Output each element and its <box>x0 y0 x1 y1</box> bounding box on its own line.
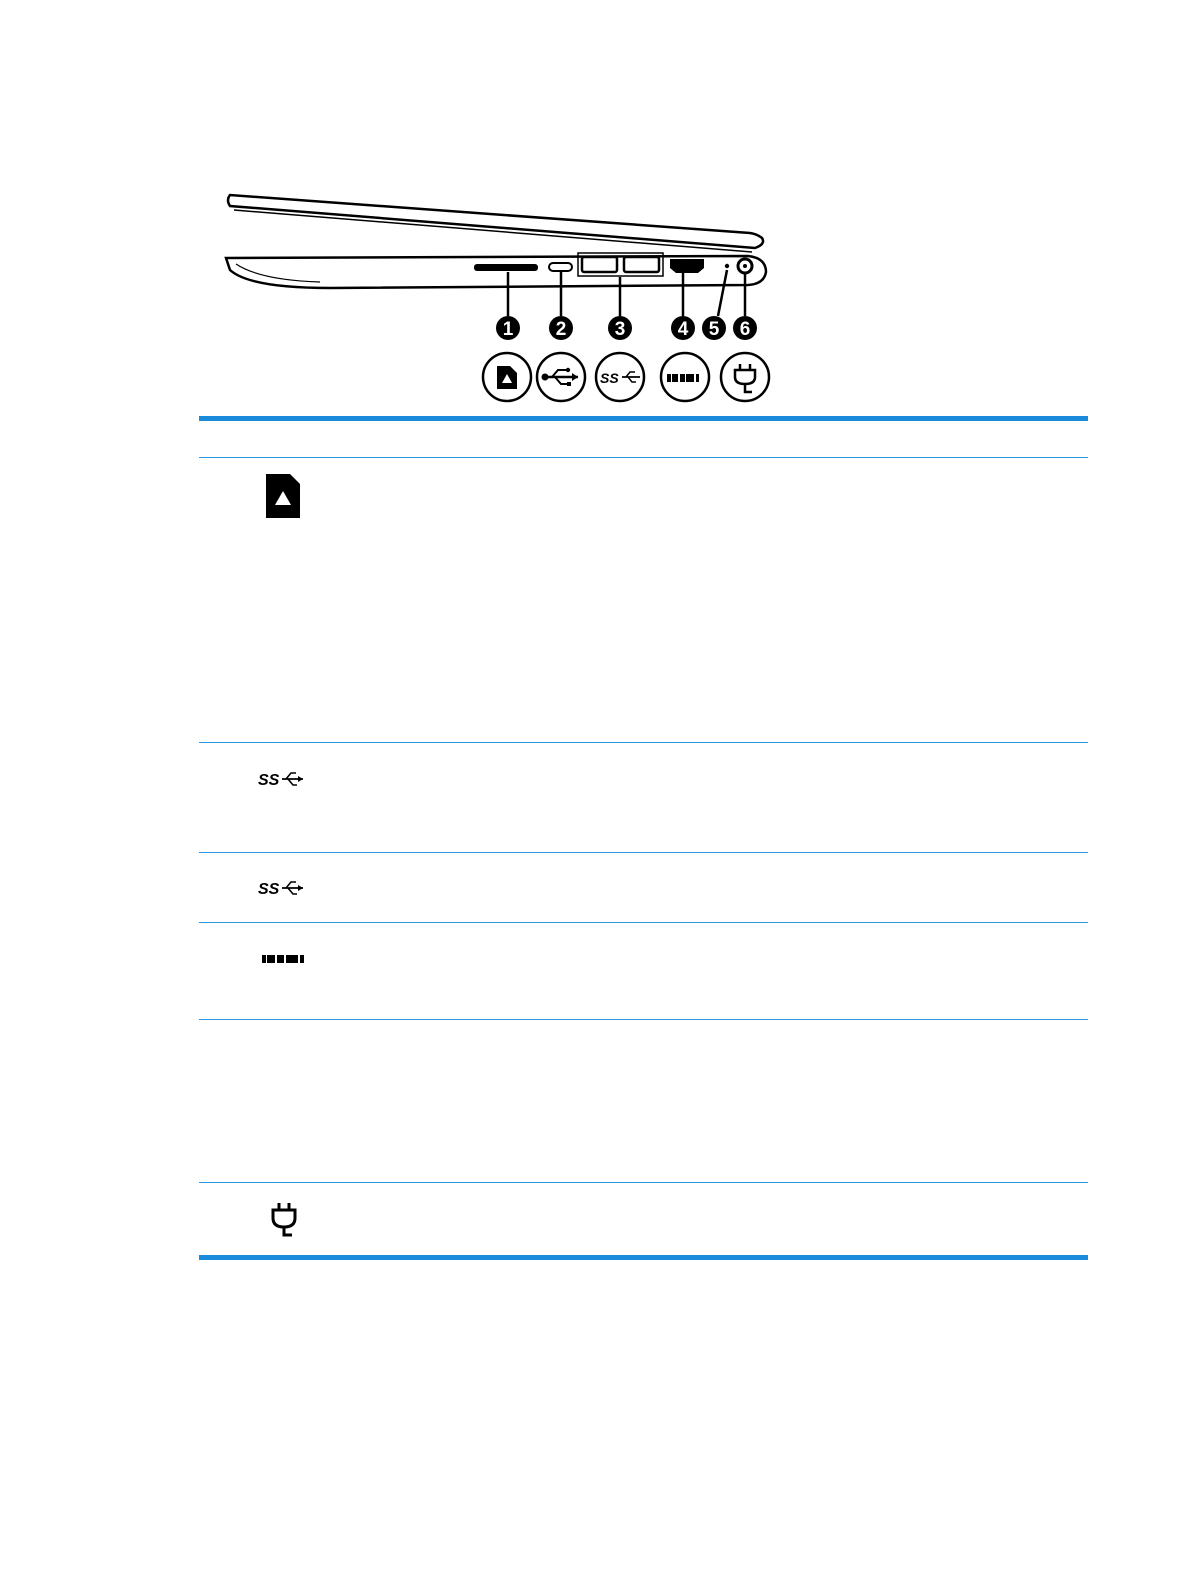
row-4-bottom-rule <box>199 1019 1088 1020</box>
svg-text:SS: SS <box>258 881 280 898</box>
callout-6-number: 6 <box>739 319 751 340</box>
callout-1-number: 1 <box>502 319 514 340</box>
usb-a-port-2 <box>624 257 659 272</box>
row-5-bottom-rule <box>199 1182 1088 1183</box>
laptop-lid <box>228 195 763 248</box>
power-plug-icon <box>721 353 769 401</box>
row-1-bottom-rule <box>199 742 1088 743</box>
callout-2 <box>549 316 573 340</box>
callout-5-number: 5 <box>708 319 720 340</box>
usb-a-port-1 <box>582 257 617 272</box>
table-row-1-memory-card-icon <box>264 472 302 520</box>
usb-icon <box>537 353 585 401</box>
table-row-4-hdmi-icon <box>262 953 304 965</box>
callout-1 <box>496 316 520 340</box>
table-row-2-usb-superspeed-icon <box>258 768 308 790</box>
callout-3 <box>608 316 632 340</box>
table-row-3-usb-superspeed-icon <box>258 877 308 899</box>
usb-c-port <box>549 263 572 271</box>
row-2-bottom-rule <box>199 852 1088 853</box>
callout-4-number: 4 <box>677 319 689 340</box>
callout-2-number: 2 <box>555 319 567 340</box>
hdmi-icon <box>661 353 709 401</box>
svg-text:SS: SS <box>600 370 619 386</box>
hdmi-port <box>670 259 704 273</box>
table-row-6-power-plug-icon <box>270 1201 298 1239</box>
callout-4 <box>671 316 695 340</box>
callout-5 <box>702 316 726 340</box>
row-3-bottom-rule <box>199 922 1088 923</box>
table-header-rule <box>199 457 1088 458</box>
table-bottom-rule <box>199 1255 1088 1260</box>
laptop-right-side-illustration <box>0 0 1190 420</box>
power-light <box>725 264 729 268</box>
memory-card-icon <box>483 353 531 401</box>
callout-6 <box>733 316 757 340</box>
memory-card-slot <box>474 264 538 271</box>
power-connector-pin <box>743 264 747 268</box>
callout-3-number: 3 <box>614 319 626 340</box>
svg-text:SS: SS <box>258 772 280 789</box>
usb-superspeed-icon <box>596 353 644 401</box>
table-top-rule <box>199 416 1088 421</box>
